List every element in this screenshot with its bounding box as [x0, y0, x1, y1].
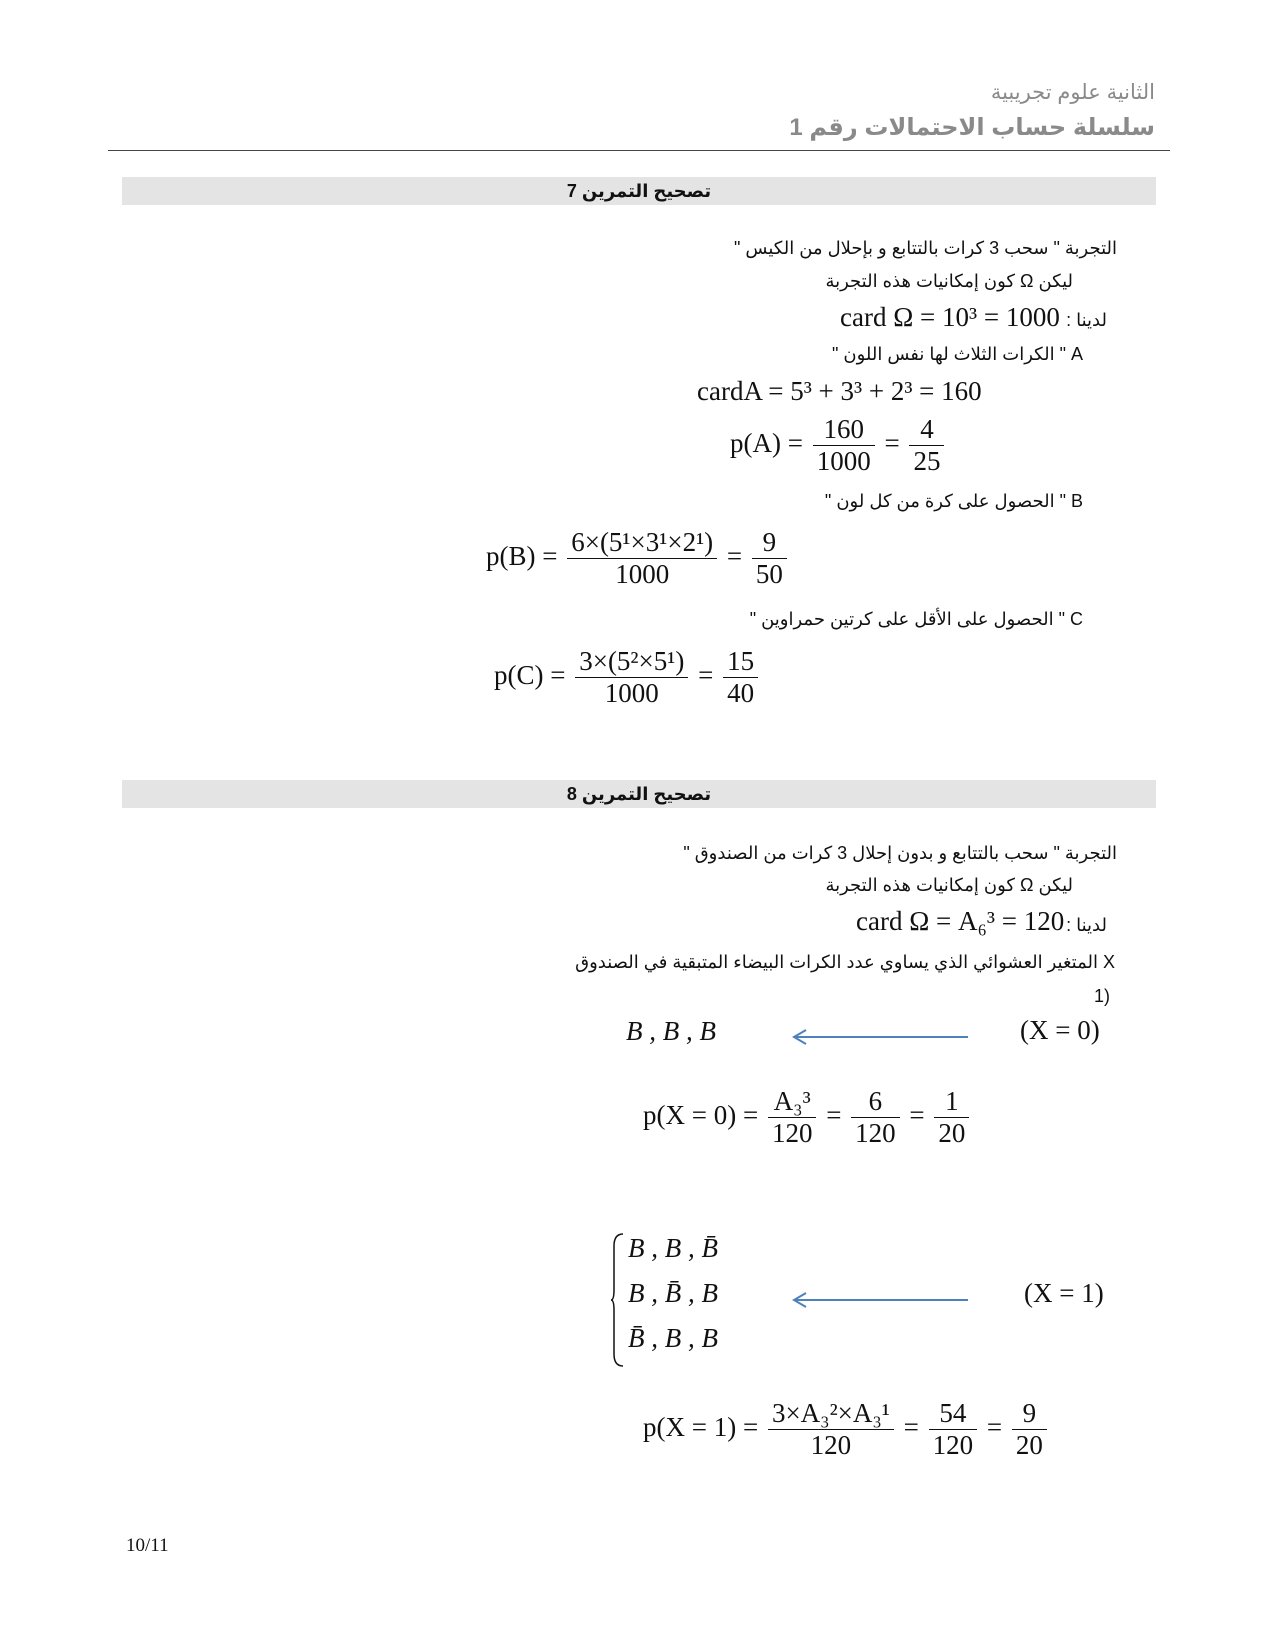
arrow-left-icon: [790, 1027, 970, 1047]
prob-b-fraction-2: [752, 527, 787, 590]
prob-c-lhs: p(C) =: [494, 659, 566, 690]
den: 120: [810, 1430, 852, 1461]
den: 120: [771, 1118, 813, 1149]
prob-x1-fraction-3: [1012, 1398, 1047, 1461]
num: 6: [851, 1086, 900, 1118]
den: 25: [913, 446, 941, 477]
course-level: الثانية علوم تجريبية: [990, 81, 1155, 104]
num: 160: [813, 414, 875, 446]
prob-x1-fraction-1: [768, 1398, 894, 1461]
prob-a-lhs: p(A) =: [730, 427, 803, 458]
num: 6×(5¹×3¹×2¹): [567, 527, 717, 559]
num: A₃³: [768, 1086, 817, 1118]
prob-b-lhs: p(B) =: [486, 540, 558, 571]
question-1-label: (1: [1093, 986, 1110, 1006]
prob-x0-lhs: p(X = 0) =: [643, 1099, 759, 1130]
num: 9: [1012, 1398, 1047, 1430]
ex8-we-have: لدينا :: [1066, 915, 1107, 935]
num: 54: [929, 1398, 978, 1430]
arrow-left-icon: [790, 1290, 970, 1310]
prob-x1-lhs: p(X = 1) =: [643, 1411, 759, 1442]
den: 1000: [604, 678, 659, 709]
case1-row-3: B̄ , B , B: [628, 1323, 718, 1353]
prob-a-fraction-2: [909, 414, 944, 477]
page-number: 10/11: [126, 1535, 169, 1556]
header-rule: [108, 150, 1170, 151]
den: 1000: [615, 559, 670, 590]
series-title: سلسلة حساب الاحتمالات رقم 1: [789, 114, 1155, 141]
ex8-prob-x0: p(X = 0) = $\frac{\text{A₃³}}{120}$ = $\frac{6}{120}$ = $\frac{1}{20}$: [643, 1086, 972, 1149]
case0-event: (X = 0): [1020, 1015, 1100, 1045]
prob-x0-fraction-2: [851, 1086, 900, 1149]
den: 20: [1015, 1430, 1043, 1461]
ex7-prob-a: p(A) = $\frac{160}{1000}$ = $\frac{4}{25}$: [730, 414, 947, 477]
ex7-prob-b: p(B) = $\frac{\text{6×(5¹×3¹×2¹)}}{1000}$ = $\frac{9}{50}$: [486, 527, 790, 590]
prob-x0-fraction-3: [934, 1086, 969, 1149]
num: 3×(5²×5¹): [575, 646, 688, 678]
exercise-7-title: تصحيح التمرين 7: [566, 181, 712, 201]
prob-a-fraction-1: [813, 414, 875, 477]
case0-draws: B , B , B: [626, 1016, 716, 1046]
prob-b-fraction-1: [567, 527, 717, 590]
left-brace: [610, 1232, 624, 1368]
ex8-prob-x1: p(X = 1) = $\frac{\text{3×A₃²×A₃¹}}{120}$ = $\frac{54}{120}$ = $\frac{9}{20}$: [643, 1398, 1050, 1461]
prob-x1-fraction-2: [929, 1398, 978, 1461]
ex7-experiment: التجربة " سحب 3 كرات بالتتابع و بإحلال من الكيس ": [734, 238, 1117, 258]
ex7-card-omega: card Ω = 10³ = 1000: [840, 302, 1060, 332]
ex7-we-have: لدينا :: [1066, 310, 1107, 330]
ex8-universe: ليكن Ω كون إمكانيات هذه التجربة: [825, 875, 1073, 895]
den: 120: [855, 1118, 896, 1149]
ex7-card-a: cardA = 5³ + 3³ + 2³ = 160: [697, 376, 982, 406]
exercise-8-heading: [122, 780, 1156, 808]
prob-c-fraction-2: [723, 646, 758, 709]
ex7-event-b: B " الحصول على كرة من كل لون ": [824, 491, 1083, 511]
prob-c-fraction-1: [575, 646, 688, 709]
ex7-event-a: A " الكرات الثلاث لها نفس اللون ": [832, 344, 1083, 364]
den: 50: [755, 559, 783, 590]
prob-x0-fraction-1: [768, 1086, 817, 1149]
case1-row-2: B , B̄ , B: [628, 1278, 718, 1308]
num: 9: [752, 527, 787, 559]
den: 120: [932, 1430, 974, 1461]
num: 4: [909, 414, 944, 446]
den: 20: [938, 1118, 966, 1149]
den: 40: [727, 678, 755, 709]
den: 1000: [816, 446, 871, 477]
ex8-card-omega: card Ω = A₆³ = 120: [856, 906, 1065, 936]
num: 1: [934, 1086, 969, 1118]
num: 3×A₃²×A₃¹: [768, 1398, 894, 1430]
ex7-event-c: C " الحصول على الأقل على كرتين حمراوين ": [749, 609, 1083, 629]
ex7-universe: ليكن Ω كون إمكانيات هذه التجربة: [825, 271, 1073, 291]
num: 15: [723, 646, 758, 678]
ex8-random-variable: X المتغير العشوائي الذي يساوي عدد الكرات البيضاء المتبقية في الصندوق: [575, 952, 1115, 972]
exercise-8-title: تصحيح التمرين 8: [566, 784, 712, 804]
exercise-7-heading: [122, 177, 1156, 205]
ex7-prob-c: p(C) = $\frac{\text{3×(5²×5¹)}}{1000}$ = $\frac{15}{40}$: [494, 646, 761, 709]
case1-row-1: B , B , B̄: [628, 1233, 718, 1263]
brace-path: [611, 1234, 623, 1366]
case1-event: (X = 1): [1024, 1278, 1104, 1308]
ex8-experiment: التجربة " سحب بالتتابع و بدون إحلال 3 كرات من الصندوق ": [683, 843, 1117, 863]
